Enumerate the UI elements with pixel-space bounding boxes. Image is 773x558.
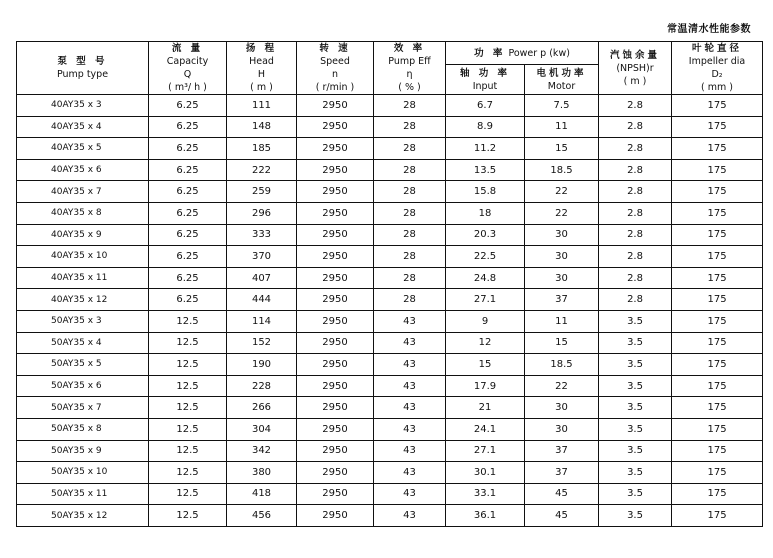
table-header — [17, 42, 763, 95]
table-row — [17, 505, 763, 527]
table-row — [17, 375, 763, 397]
cell-npsh: 3.5 — [599, 354, 672, 376]
cell-npsh: 3.5 — [599, 505, 672, 527]
cell-impeller-dia: 175 — [672, 116, 763, 138]
cell-npsh: 2.8 — [599, 138, 672, 160]
header-npsh-cn: 汽蚀余量 — [610, 49, 661, 61]
header-pump-type-cn: 泵 型 号 — [57, 56, 108, 67]
header-pump-type-en: Pump type — [56, 69, 109, 80]
cell-impeller-dia: 175 — [672, 138, 763, 160]
cell-head: 228 — [227, 375, 297, 397]
header-head-en: Head — [249, 56, 274, 67]
cell-input-power: 17.9 — [446, 375, 525, 397]
cell-speed: 2950 — [297, 159, 374, 181]
cell-speed: 2950 — [297, 332, 374, 354]
header-speed-symbol: n — [331, 69, 339, 80]
cell-impeller-dia: 175 — [672, 224, 763, 246]
cell-efficiency: 43 — [374, 375, 446, 397]
header-head-unit: ( m ) — [250, 82, 273, 93]
cell-impeller-dia: 175 — [672, 462, 763, 484]
cell-motor-power: 22 — [525, 375, 599, 397]
cell-capacity: 12.5 — [149, 418, 227, 440]
cell-pump-type: 50AY35 x 4 — [17, 332, 149, 354]
cell-motor-power: 37 — [525, 289, 599, 311]
cell-input-power: 33.1 — [446, 483, 525, 505]
cell-capacity: 12.5 — [149, 354, 227, 376]
cell-efficiency: 43 — [374, 440, 446, 462]
cell-speed: 2950 — [297, 181, 374, 203]
cell-pump-type: 50AY35 x 7 — [17, 397, 149, 419]
cell-capacity: 12.5 — [149, 397, 227, 419]
table-row — [17, 289, 763, 311]
cell-pump-type: 40AY35 x 4 — [17, 116, 149, 138]
table-row — [17, 95, 763, 117]
cell-capacity: 12.5 — [149, 505, 227, 527]
cell-impeller-dia: 175 — [672, 289, 763, 311]
header-efficiency-en: Pump Eff — [388, 56, 431, 67]
table-row — [17, 159, 763, 181]
cell-head: 185 — [227, 138, 297, 160]
cell-input-power: 22.5 — [446, 246, 525, 268]
cell-impeller-dia: 175 — [672, 332, 763, 354]
cell-efficiency: 43 — [374, 354, 446, 376]
cell-motor-power: 11 — [525, 310, 599, 332]
cell-pump-type: 40AY35 x 7 — [17, 181, 149, 203]
cell-efficiency: 28 — [374, 224, 446, 246]
header-input-en: Input — [472, 80, 498, 92]
cell-pump-type: 50AY35 x 11 — [17, 483, 149, 505]
table-row — [17, 332, 763, 354]
table-row — [17, 354, 763, 376]
cell-impeller-dia: 175 — [672, 440, 763, 462]
cell-npsh: 2.8 — [599, 202, 672, 224]
cell-pump-type: 50AY35 x 5 — [17, 354, 149, 376]
cell-speed: 2950 — [297, 267, 374, 289]
cell-speed: 2950 — [297, 138, 374, 160]
table-row — [17, 116, 763, 138]
header-speed-unit: ( r/min ) — [315, 82, 355, 93]
cell-npsh: 2.8 — [599, 181, 672, 203]
cell-impeller-dia: 175 — [672, 483, 763, 505]
table-row — [17, 181, 763, 203]
cell-motor-power: 7.5 — [525, 95, 599, 117]
cell-efficiency: 43 — [374, 310, 446, 332]
cell-speed: 2950 — [297, 462, 374, 484]
header-npsh-unit: ( m ) — [623, 75, 647, 87]
cell-pump-type: 40AY35 x 5 — [17, 138, 149, 160]
cell-head: 266 — [227, 397, 297, 419]
cell-head: 333 — [227, 224, 297, 246]
cell-capacity: 6.25 — [149, 138, 227, 160]
cell-input-power: 11.2 — [446, 138, 525, 160]
cell-input-power: 18 — [446, 202, 525, 224]
cell-efficiency: 28 — [374, 159, 446, 181]
table-row — [17, 483, 763, 505]
table-row — [17, 397, 763, 419]
table-row — [17, 224, 763, 246]
header-motor-en: Motor — [547, 80, 576, 92]
cell-capacity: 12.5 — [149, 375, 227, 397]
header-capacity — [149, 42, 227, 95]
table-row — [17, 202, 763, 224]
cell-capacity: 6.25 — [149, 159, 227, 181]
cell-npsh: 2.8 — [599, 224, 672, 246]
header-impeller-cn: 叶轮直径 — [692, 43, 743, 54]
cell-head: 418 — [227, 483, 297, 505]
cell-pump-type: 50AY35 x 9 — [17, 440, 149, 462]
cell-npsh: 3.5 — [599, 440, 672, 462]
cell-capacity: 6.25 — [149, 224, 227, 246]
cell-head: 380 — [227, 462, 297, 484]
cell-capacity: 6.25 — [149, 202, 227, 224]
table-row — [17, 310, 763, 332]
cell-speed: 2950 — [297, 95, 374, 117]
cell-head: 148 — [227, 116, 297, 138]
cell-speed: 2950 — [297, 116, 374, 138]
cell-efficiency: 28 — [374, 181, 446, 203]
cell-pump-type: 40AY35 x 3 — [17, 95, 149, 117]
cell-speed: 2950 — [297, 397, 374, 419]
header-efficiency-cn: 效 率 — [393, 43, 426, 54]
header-impeller-unit: ( mm ) — [701, 82, 733, 93]
table-body — [17, 95, 763, 527]
header-head — [227, 42, 297, 95]
cell-npsh: 2.8 — [599, 95, 672, 117]
cell-motor-power: 15 — [525, 138, 599, 160]
cell-capacity: 12.5 — [149, 462, 227, 484]
cell-speed: 2950 — [297, 224, 374, 246]
cell-npsh: 2.8 — [599, 246, 672, 268]
cell-npsh: 2.8 — [599, 289, 672, 311]
cell-efficiency: 28 — [374, 138, 446, 160]
cell-speed: 2950 — [297, 246, 374, 268]
cell-head: 407 — [227, 267, 297, 289]
cell-impeller-dia: 175 — [672, 397, 763, 419]
cell-input-power: 15.8 — [446, 181, 525, 203]
cell-impeller-dia: 175 — [672, 267, 763, 289]
cell-motor-power: 30 — [525, 397, 599, 419]
cell-pump-type: 50AY35 x 6 — [17, 375, 149, 397]
cell-npsh: 3.5 — [599, 462, 672, 484]
cell-capacity: 12.5 — [149, 440, 227, 462]
cell-capacity: 12.5 — [149, 310, 227, 332]
cell-head: 222 — [227, 159, 297, 181]
cell-pump-type: 50AY35 x 3 — [17, 310, 149, 332]
cell-input-power: 9 — [446, 310, 525, 332]
cell-input-power: 24.8 — [446, 267, 525, 289]
cell-npsh: 3.5 — [599, 397, 672, 419]
cell-motor-power: 45 — [525, 505, 599, 527]
cell-speed: 2950 — [297, 310, 374, 332]
cell-motor-power: 30 — [525, 224, 599, 246]
cell-impeller-dia: 175 — [672, 159, 763, 181]
cell-efficiency: 43 — [374, 462, 446, 484]
cell-efficiency: 43 — [374, 505, 446, 527]
header-power-en: Power p (kw) — [508, 47, 570, 59]
cell-npsh: 3.5 — [599, 310, 672, 332]
cell-head: 444 — [227, 289, 297, 311]
cell-motor-power: 30 — [525, 418, 599, 440]
cell-input-power: 24.1 — [446, 418, 525, 440]
table-caption: 常温清水性能参数 — [667, 24, 751, 35]
cell-input-power: 13.5 — [446, 159, 525, 181]
cell-pump-type: 40AY35 x 10 — [17, 246, 149, 268]
cell-impeller-dia: 175 — [672, 505, 763, 527]
cell-efficiency: 43 — [374, 418, 446, 440]
header-efficiency — [374, 42, 446, 95]
cell-speed: 2950 — [297, 354, 374, 376]
header-power-cn: 功 率 — [474, 47, 506, 59]
table-row — [17, 267, 763, 289]
cell-speed: 2950 — [297, 483, 374, 505]
cell-motor-power: 11 — [525, 116, 599, 138]
cell-npsh: 2.8 — [599, 159, 672, 181]
cell-capacity: 6.25 — [149, 289, 227, 311]
header-input-cn: 轴 功 率 — [459, 67, 511, 79]
cell-pump-type: 40AY35 x 9 — [17, 224, 149, 246]
header-input — [446, 65, 525, 95]
cell-head: 114 — [227, 310, 297, 332]
cell-motor-power: 22 — [525, 181, 599, 203]
cell-head: 304 — [227, 418, 297, 440]
cell-motor-power: 15 — [525, 332, 599, 354]
cell-impeller-dia: 175 — [672, 418, 763, 440]
header-head-symbol: H — [257, 69, 266, 80]
cell-input-power: 27.1 — [446, 289, 525, 311]
cell-capacity: 6.25 — [149, 267, 227, 289]
cell-pump-type: 40AY35 x 8 — [17, 202, 149, 224]
table-row — [17, 246, 763, 268]
cell-npsh: 2.8 — [599, 116, 672, 138]
cell-impeller-dia: 175 — [672, 310, 763, 332]
header-capacity-symbol: Q — [183, 69, 192, 80]
table-row — [17, 440, 763, 462]
cell-input-power: 36.1 — [446, 505, 525, 527]
cell-motor-power: 18.5 — [525, 159, 599, 181]
cell-impeller-dia: 175 — [672, 375, 763, 397]
cell-motor-power: 30 — [525, 246, 599, 268]
cell-head: 259 — [227, 181, 297, 203]
cell-npsh: 3.5 — [599, 418, 672, 440]
cell-motor-power: 30 — [525, 267, 599, 289]
cell-pump-type: 40AY35 x 6 — [17, 159, 149, 181]
header-pump-type — [17, 42, 149, 95]
cell-capacity: 12.5 — [149, 332, 227, 354]
cell-head: 342 — [227, 440, 297, 462]
cell-npsh: 3.5 — [599, 375, 672, 397]
cell-motor-power: 45 — [525, 483, 599, 505]
header-impeller — [672, 42, 763, 95]
cell-head: 190 — [227, 354, 297, 376]
header-motor-cn: 电机功率 — [536, 67, 587, 79]
header-impeller-symbol: D₂ — [711, 69, 723, 80]
header-power — [446, 42, 599, 65]
table-row — [17, 418, 763, 440]
cell-efficiency: 28 — [374, 246, 446, 268]
cell-input-power: 8.9 — [446, 116, 525, 138]
cell-efficiency: 28 — [374, 267, 446, 289]
cell-motor-power: 18.5 — [525, 354, 599, 376]
cell-pump-type: 50AY35 x 10 — [17, 462, 149, 484]
header-speed — [297, 42, 374, 95]
cell-head: 370 — [227, 246, 297, 268]
cell-efficiency: 28 — [374, 116, 446, 138]
cell-speed: 2950 — [297, 375, 374, 397]
table-row — [17, 138, 763, 160]
header-npsh-en: (NPSH)r — [616, 62, 654, 74]
cell-efficiency: 28 — [374, 289, 446, 311]
cell-npsh: 3.5 — [599, 483, 672, 505]
header-speed-en: Speed — [320, 56, 350, 67]
header-impeller-en: Impeller dia — [688, 56, 746, 67]
cell-pump-type: 50AY35 x 8 — [17, 418, 149, 440]
cell-motor-power: 22 — [525, 202, 599, 224]
cell-capacity: 6.25 — [149, 95, 227, 117]
cell-input-power: 30.1 — [446, 462, 525, 484]
cell-input-power: 12 — [446, 332, 525, 354]
table-row — [17, 462, 763, 484]
cell-pump-type: 40AY35 x 11 — [17, 267, 149, 289]
cell-head: 296 — [227, 202, 297, 224]
cell-speed: 2950 — [297, 505, 374, 527]
cell-head: 111 — [227, 95, 297, 117]
header-head-cn: 扬 程 — [245, 43, 278, 54]
cell-capacity: 12.5 — [149, 483, 227, 505]
cell-input-power: 20.3 — [446, 224, 525, 246]
header-capacity-unit: ( m³/ h ) — [168, 82, 207, 93]
cell-impeller-dia: 175 — [672, 246, 763, 268]
cell-npsh: 2.8 — [599, 267, 672, 289]
cell-efficiency: 43 — [374, 483, 446, 505]
pump-performance-table — [16, 41, 763, 527]
header-speed-cn: 转 速 — [319, 43, 351, 54]
cell-input-power: 6.7 — [446, 95, 525, 117]
cell-capacity: 6.25 — [149, 181, 227, 203]
header-npsh — [599, 42, 672, 95]
cell-efficiency: 28 — [374, 95, 446, 117]
cell-impeller-dia: 175 — [672, 181, 763, 203]
cell-impeller-dia: 175 — [672, 354, 763, 376]
cell-pump-type: 40AY35 x 12 — [17, 289, 149, 311]
cell-efficiency: 43 — [374, 332, 446, 354]
cell-capacity: 6.25 — [149, 246, 227, 268]
cell-input-power: 15 — [446, 354, 525, 376]
cell-head: 152 — [227, 332, 297, 354]
header-capacity-en: Capacity — [166, 56, 209, 67]
cell-impeller-dia: 175 — [672, 95, 763, 117]
cell-efficiency: 28 — [374, 202, 446, 224]
header-efficiency-unit: ( % ) — [398, 82, 421, 93]
cell-head: 456 — [227, 505, 297, 527]
header-capacity-cn: 流 量 — [171, 43, 204, 54]
cell-input-power: 27.1 — [446, 440, 525, 462]
cell-capacity: 6.25 — [149, 116, 227, 138]
cell-speed: 2950 — [297, 289, 374, 311]
cell-npsh: 3.5 — [599, 332, 672, 354]
header-efficiency-symbol: η — [406, 69, 413, 80]
cell-motor-power: 37 — [525, 440, 599, 462]
cell-impeller-dia: 175 — [672, 202, 763, 224]
cell-efficiency: 43 — [374, 397, 446, 419]
cell-speed: 2950 — [297, 202, 374, 224]
cell-speed: 2950 — [297, 418, 374, 440]
cell-input-power: 21 — [446, 397, 525, 419]
cell-pump-type: 50AY35 x 12 — [17, 505, 149, 527]
cell-motor-power: 37 — [525, 462, 599, 484]
header-motor — [525, 65, 599, 95]
cell-speed: 2950 — [297, 440, 374, 462]
